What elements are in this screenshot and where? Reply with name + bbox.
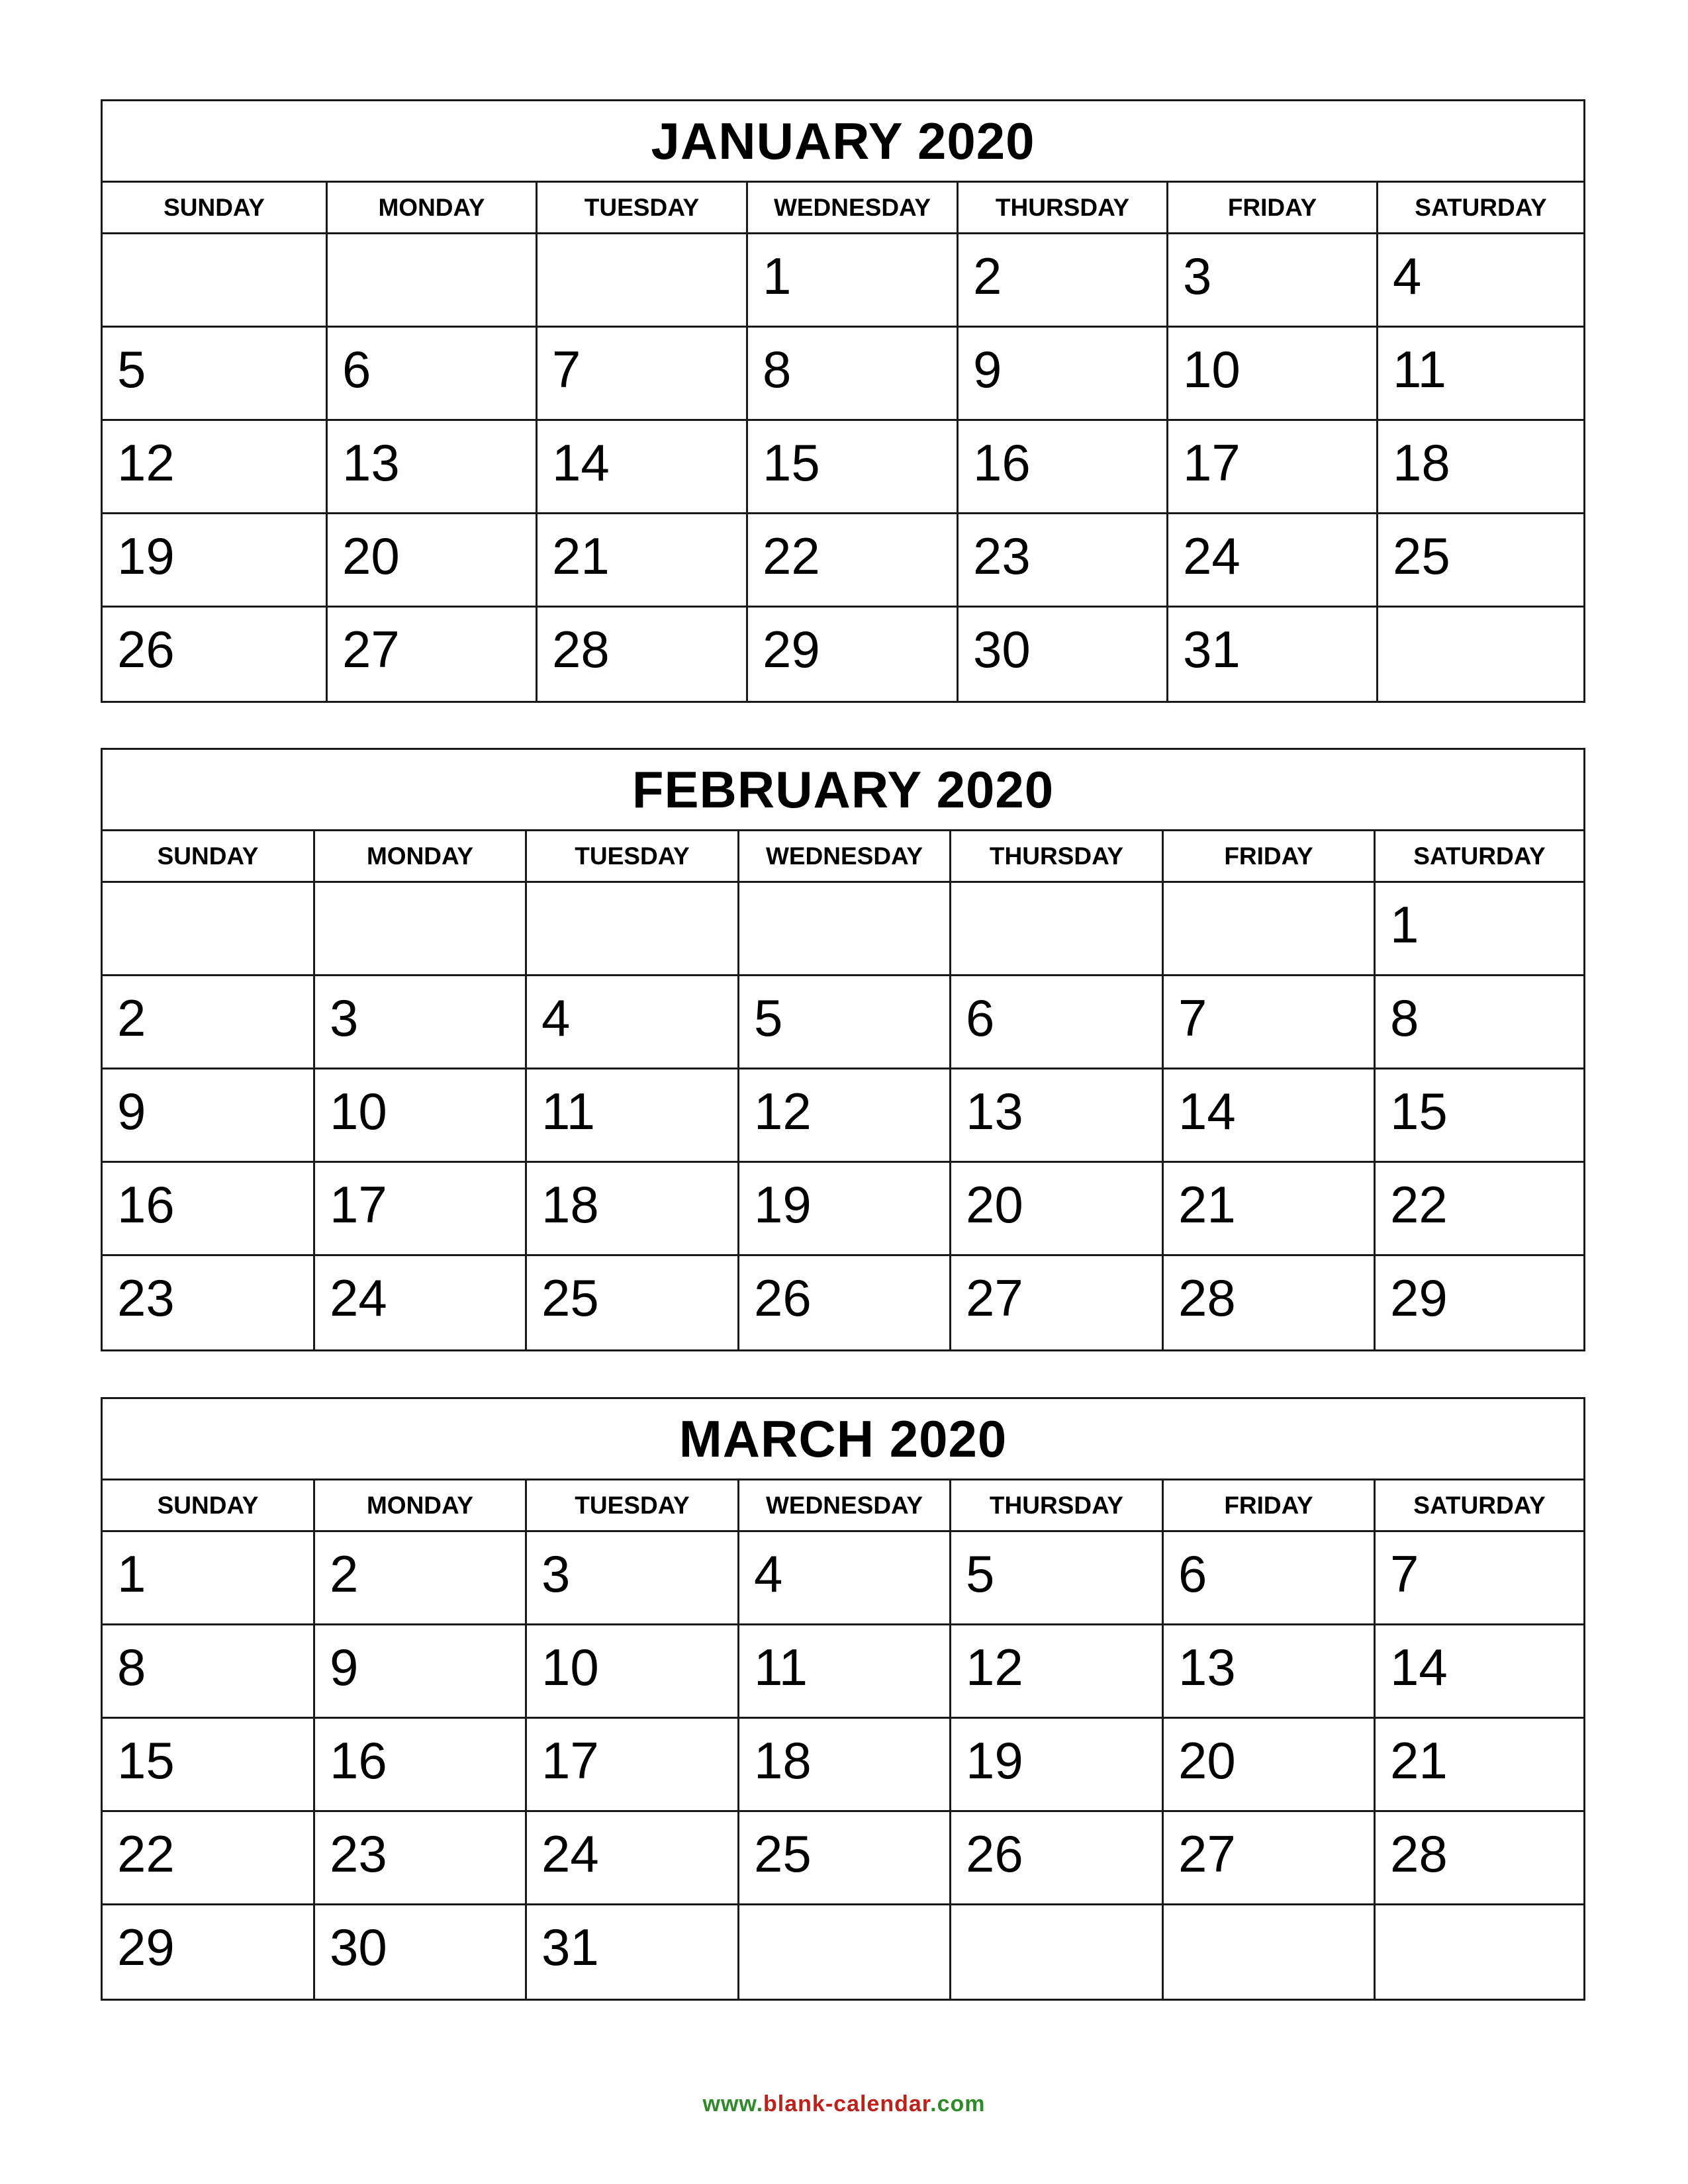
day-cell: 1 [103, 1532, 315, 1625]
day-cell [739, 883, 951, 976]
day-cell: 25 [739, 1812, 951, 1905]
day-cell: 19 [103, 514, 328, 608]
weekday-header: SATURDAY [1378, 183, 1583, 234]
day-cell: 27 [328, 608, 538, 701]
month-grid [103, 183, 1583, 701]
weekday-header: TUESDAY [538, 183, 748, 234]
day-cell: 26 [103, 608, 328, 701]
day-cell: 22 [103, 1812, 315, 1905]
day-cell: 1 [1376, 883, 1583, 976]
day-cell: 23 [315, 1812, 527, 1905]
day-cell: 6 [1164, 1532, 1376, 1625]
day-cell: 13 [1164, 1625, 1376, 1719]
weekday-header: MONDAY [315, 831, 527, 883]
day-cell: 29 [103, 1905, 315, 1999]
day-cell [739, 1905, 951, 1999]
day-cell: 15 [748, 421, 959, 514]
day-cell: 18 [739, 1719, 951, 1812]
day-cell: 22 [748, 514, 959, 608]
day-cell [538, 234, 748, 328]
day-cell: 22 [1376, 1163, 1583, 1256]
day-cell: 25 [1378, 514, 1583, 608]
day-cell: 12 [739, 1069, 951, 1163]
day-cell: 15 [103, 1719, 315, 1812]
day-cell: 21 [538, 514, 748, 608]
day-cell: 13 [328, 421, 538, 514]
day-cell [315, 883, 527, 976]
weekday-header: SUNDAY [103, 831, 315, 883]
day-cell: 17 [315, 1163, 527, 1256]
day-cell: 14 [538, 421, 748, 514]
day-cell: 31 [527, 1905, 739, 1999]
calendar-march [101, 1397, 1585, 2001]
day-cell: 3 [527, 1532, 739, 1625]
day-cell: 9 [315, 1625, 527, 1719]
day-cell: 18 [527, 1163, 739, 1256]
month-title: JANUARY 2020 [103, 101, 1583, 183]
day-cell: 8 [103, 1625, 315, 1719]
day-cell: 7 [1376, 1532, 1583, 1625]
day-cell: 30 [959, 608, 1168, 701]
day-cell: 1 [748, 234, 959, 328]
weekday-header: TUESDAY [527, 1480, 739, 1532]
day-cell: 24 [315, 1256, 527, 1349]
weekday-header: TUESDAY [527, 831, 739, 883]
footer-domain: blank-calendar [763, 2091, 931, 2116]
day-cell: 27 [951, 1256, 1164, 1349]
day-cell: 21 [1376, 1719, 1583, 1812]
day-cell [103, 883, 315, 976]
day-cell: 4 [527, 976, 739, 1069]
day-cell [527, 883, 739, 976]
day-cell: 9 [959, 328, 1168, 421]
day-cell [1164, 883, 1376, 976]
day-cell: 12 [103, 421, 328, 514]
day-cell: 29 [748, 608, 959, 701]
day-cell [1376, 1905, 1583, 1999]
weekday-header: WEDNESDAY [739, 1480, 951, 1532]
weekday-header: FRIDAY [1164, 831, 1376, 883]
day-cell: 30 [315, 1905, 527, 1999]
day-cell: 14 [1164, 1069, 1376, 1163]
day-cell: 23 [103, 1256, 315, 1349]
month-grid [103, 831, 1583, 1349]
weekday-header: MONDAY [328, 183, 538, 234]
calendar-february [101, 748, 1585, 1351]
day-cell: 19 [951, 1719, 1164, 1812]
day-cell: 28 [538, 608, 748, 701]
day-cell: 17 [527, 1719, 739, 1812]
day-cell: 25 [527, 1256, 739, 1349]
weekday-header: THURSDAY [951, 1480, 1164, 1532]
day-cell: 14 [1376, 1625, 1583, 1719]
day-cell [103, 234, 328, 328]
footer-suffix: .com [930, 2091, 986, 2116]
day-cell: 16 [959, 421, 1168, 514]
day-cell: 26 [951, 1812, 1164, 1905]
month-title: FEBRUARY 2020 [103, 750, 1583, 831]
day-cell: 7 [538, 328, 748, 421]
day-cell: 19 [739, 1163, 951, 1256]
day-cell: 11 [739, 1625, 951, 1719]
weekday-header: SATURDAY [1376, 1480, 1583, 1532]
day-cell [1378, 608, 1583, 701]
weekday-header: MONDAY [315, 1480, 527, 1532]
day-cell: 3 [1168, 234, 1378, 328]
day-cell: 8 [748, 328, 959, 421]
day-cell: 23 [959, 514, 1168, 608]
day-cell: 28 [1376, 1812, 1583, 1905]
day-cell: 20 [328, 514, 538, 608]
day-cell: 27 [1164, 1812, 1376, 1905]
weekday-header: FRIDAY [1164, 1480, 1376, 1532]
day-cell: 6 [328, 328, 538, 421]
day-cell: 5 [739, 976, 951, 1069]
day-cell: 31 [1168, 608, 1378, 701]
day-cell: 4 [739, 1532, 951, 1625]
weekday-header: FRIDAY [1168, 183, 1378, 234]
day-cell: 26 [739, 1256, 951, 1349]
calendar-january [101, 99, 1585, 703]
day-cell: 10 [1168, 328, 1378, 421]
day-cell: 28 [1164, 1256, 1376, 1349]
weekday-header: SATURDAY [1376, 831, 1583, 883]
day-cell: 29 [1390, 1269, 1448, 1327]
website-footer[interactable] [0, 2091, 1688, 2117]
day-cell: 11 [1378, 328, 1583, 421]
day-cell [951, 1905, 1164, 1999]
day-cell: 8 [1376, 976, 1583, 1069]
month-grid [103, 1480, 1583, 1999]
day-cell: 13 [951, 1069, 1164, 1163]
day-cell: 20 [951, 1163, 1164, 1256]
weekday-header: WEDNESDAY [748, 183, 959, 234]
day-cell: 17 [1168, 421, 1378, 514]
weekday-header: WEDNESDAY [739, 831, 951, 883]
day-cell: 24 [527, 1812, 739, 1905]
day-cell: 21 [1164, 1163, 1376, 1256]
day-cell: 3 [315, 976, 527, 1069]
footer-prefix: www. [702, 2091, 764, 2116]
month-title: MARCH 2020 [103, 1399, 1583, 1480]
day-cell: 16 [103, 1163, 315, 1256]
day-cell: 2 [959, 234, 1168, 328]
day-cell: 9 [103, 1069, 315, 1163]
weekday-header: THURSDAY [951, 831, 1164, 883]
day-cell: 20 [1164, 1719, 1376, 1812]
day-cell: 16 [315, 1719, 527, 1812]
day-cell: 4 [1378, 234, 1583, 328]
day-cell: 10 [315, 1069, 527, 1163]
day-cell: 10 [527, 1625, 739, 1719]
day-cell: 5 [103, 328, 328, 421]
day-cell: 18 [1378, 421, 1583, 514]
day-cell [951, 883, 1164, 976]
day-cell: 7 [1164, 976, 1376, 1069]
day-cell [328, 234, 538, 328]
day-cell: 15 [1376, 1069, 1583, 1163]
day-cell: 12 [951, 1625, 1164, 1719]
day-cell: 2 [315, 1532, 527, 1625]
day-cell: 11 [527, 1069, 739, 1163]
weekday-header: SUNDAY [103, 183, 328, 234]
day-cell: 24 [1168, 514, 1378, 608]
day-cell: 6 [951, 976, 1164, 1069]
day-cell [1164, 1905, 1376, 1999]
weekday-header: SUNDAY [103, 1480, 315, 1532]
weekday-header: THURSDAY [959, 183, 1168, 234]
day-cell: 2 [103, 976, 315, 1069]
day-cell: 5 [951, 1532, 1164, 1625]
